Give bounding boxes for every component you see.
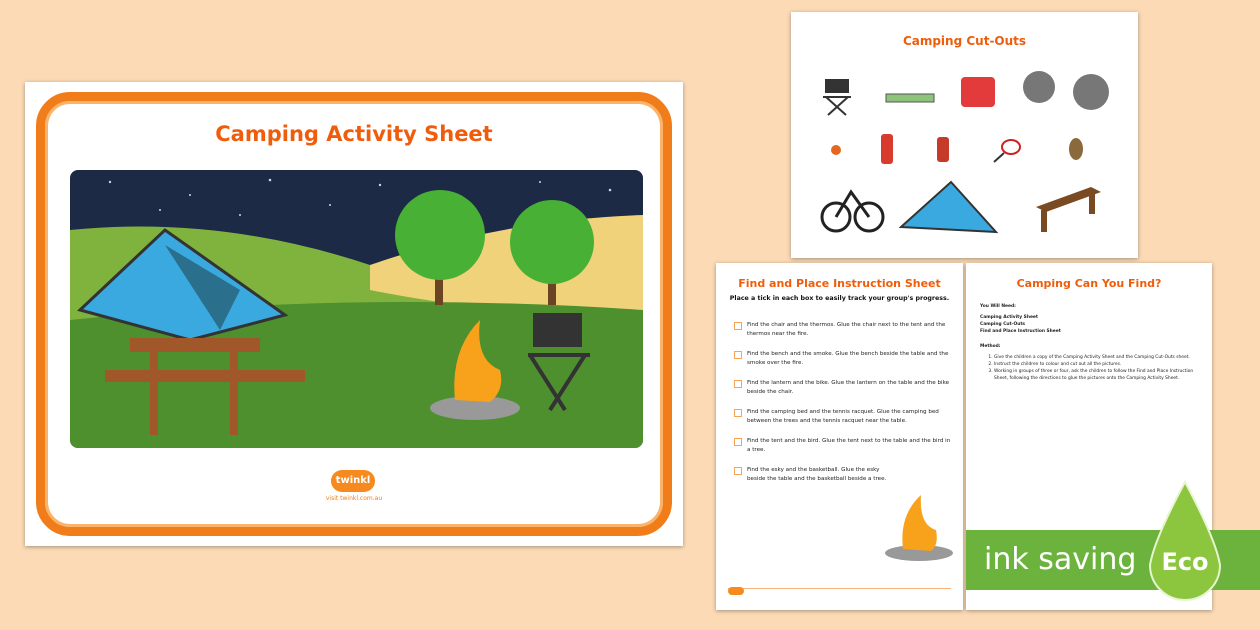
instruction-title: Find and Place Instruction Sheet bbox=[738, 277, 941, 290]
thermos-icon bbox=[881, 134, 893, 164]
chair-icon bbox=[823, 80, 851, 115]
checklist-item: Find the chair and the thermos. Glue the chair next to the tent and the thermos near the fire. bbox=[734, 321, 954, 339]
lantern-icon bbox=[937, 137, 949, 162]
camping-cutouts-sheet bbox=[791, 12, 1138, 258]
twinkl-logo bbox=[728, 587, 744, 595]
find-title: Camping Can You Find? bbox=[1016, 277, 1162, 290]
method-step: 1. Give the children a copy of the Camping Activity Sheet and the Camping Cut-Outs sheet. bbox=[994, 354, 1202, 361]
checkbox[interactable] bbox=[734, 409, 742, 417]
eco-label: Eco bbox=[1161, 548, 1209, 576]
camping-activity-sheet bbox=[25, 82, 683, 546]
checkbox[interactable] bbox=[734, 467, 742, 475]
checklist-item: Find the esky and the basketball. Glue the esky beside the table and the basketball beside a tree. bbox=[734, 466, 894, 484]
smoke-icon bbox=[1023, 71, 1055, 103]
camping-scene bbox=[70, 170, 643, 448]
ink-saving-label: ink saving bbox=[984, 542, 1137, 577]
camping-bed-icon bbox=[886, 94, 934, 102]
instruction-sheet bbox=[716, 263, 963, 610]
smoke-icon bbox=[1073, 74, 1109, 110]
esky-icon bbox=[961, 77, 995, 107]
method-heading: Method: bbox=[980, 344, 1001, 349]
need-heading: You Will Need: bbox=[980, 304, 1016, 309]
twinkl-logo: twinkl bbox=[331, 470, 375, 492]
checkbox[interactable] bbox=[734, 322, 742, 330]
checklist-item: Find the lantern and the bike. Glue the lantern on the table and the bike beside the chair. bbox=[734, 379, 954, 397]
checkbox[interactable] bbox=[734, 380, 742, 388]
sheet-footer bbox=[728, 588, 951, 598]
need-item: Camping Cut-Outs bbox=[980, 322, 1026, 327]
bike-icon bbox=[822, 192, 883, 231]
tennis-racquet-icon bbox=[994, 140, 1020, 162]
activity-sheet-title: Camping Activity Sheet bbox=[215, 122, 493, 146]
method-step: 2. Instruct the children to colour and cut out all the pictures. bbox=[994, 361, 1202, 368]
need-item: Find and Place Instruction Sheet bbox=[980, 329, 1061, 334]
basketball-icon bbox=[831, 145, 841, 155]
method-step: 3. Working in groups of three or four, ask the children to follow the Find and Place Instruction Sheet, following the directions to glue the pictures onto the Camping Activity Sheet. bbox=[994, 368, 1202, 382]
checklist-item: Find the camping bed and the tennis racquet. Glue the camping bed between the trees and the tennis racquet near the table. bbox=[734, 408, 954, 426]
checklist-item: Find the bench and the smoke. Glue the bench beside the table and the smoke over the fire. bbox=[734, 350, 954, 368]
checkbox[interactable] bbox=[734, 351, 742, 359]
tent-icon bbox=[901, 182, 996, 232]
checkbox[interactable] bbox=[734, 438, 742, 446]
checklist-item: Find the tent and the bird. Glue the tent next to the table and the bird in a tree. bbox=[734, 437, 954, 455]
eco-drop-icon bbox=[1146, 480, 1224, 610]
instruction-subtitle: Place a tick in each box to easily track your group's progress. bbox=[729, 295, 950, 302]
bird-icon bbox=[1069, 138, 1083, 160]
cutouts-title: Camping Cut-Outs bbox=[902, 34, 1027, 48]
site-url: visit twinkl.com.au bbox=[325, 495, 383, 502]
bench-icon bbox=[1036, 187, 1101, 232]
campfire-icon bbox=[881, 485, 961, 565]
need-item: Camping Activity Sheet bbox=[980, 315, 1039, 320]
